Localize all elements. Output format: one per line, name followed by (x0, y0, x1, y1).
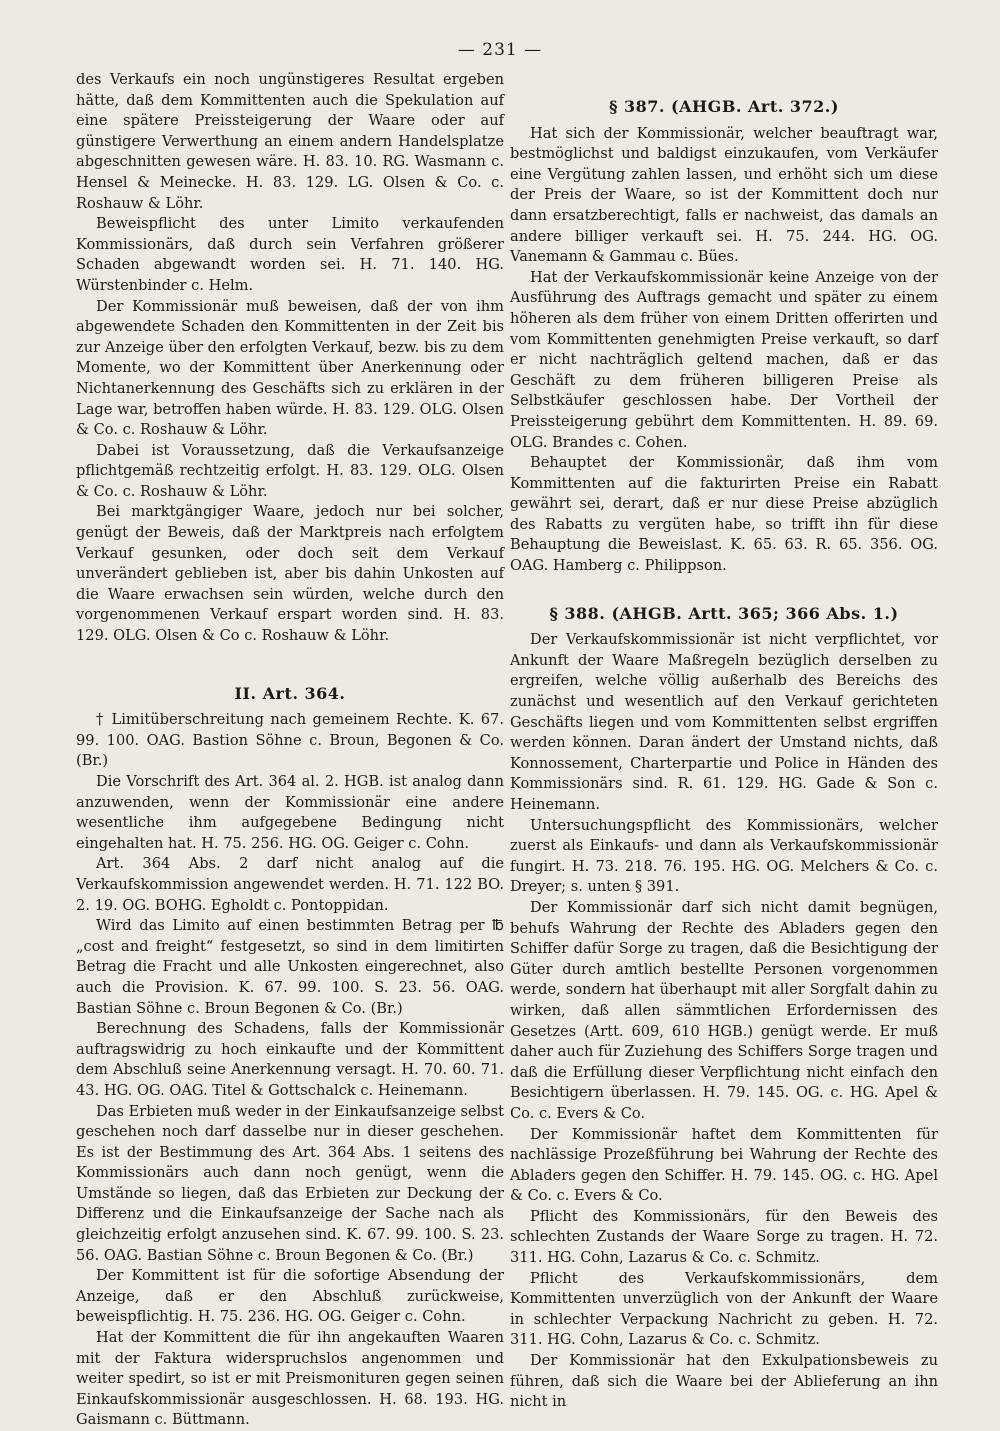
paragraph: Der Kommissionär hat den Exkulpationsbeweis zu führen, daß sich die Waare bei der Ablieferung an ihn nicht in (510, 1352, 938, 1411)
paragraph: Beweispflicht des unter Limito verkaufenden Kommissionärs, daß durch sein Verfahren größerer Schaden abgewandt worden sei. H. 71. 140. HG. Würstenbinder c. Helm. (76, 215, 504, 294)
section-heading-art-364: II. Art. 364. (234, 683, 346, 703)
paragraph: Wird das Limito auf einen bestimmten Betrag per ℔ „cost and freight“ festgesetzt, so sind in dem limitirten Betrag die Fracht und alle Unkosten eingerechnet, also auch die Provision. K. 67. 99. 100. S. 23. 56. OAG. Bastian Söhne c. Broun Begonen & Co. (Br.) (76, 917, 504, 1017)
section-heading-388: § 388. (AHGB. Artt. 365; 366 Abs. 1.) (549, 603, 899, 623)
paragraph: Pflicht des Verkaufskommissionärs, dem Kommittenten unverzüglich von der Ankunft der Waare in schlechter Verpackung Nachricht zu geben. H. 72. 311. HG. Cohn, Lazarus & Co. c. Schmitz. (510, 1269, 938, 1349)
spacer (76, 647, 504, 675)
paragraph: Berechnung des Schadens, falls der Kommissionär auftragswidrig zu hoch einkaufte und der Kommittent dem Abschluß seine Anerkennung versagt. H. 70. 60. 71. 43. HG. OG. OAG. Titel & Gottschalck c. Heinemann. (76, 1020, 504, 1099)
paragraph: Der Kommittent ist für die sofortige Absendung der Anzeige, daß er den Abschluß zurückweise, beweispflichtig. H. 75. 236. HG. OG. Geiger c. Cohn. (76, 1267, 504, 1326)
paragraph: Behauptet der Kommissionär, daß ihm vom Kommittenten auf die fakturirten Preise ein Rabatt gewährt sei, derart, daß er nur diese Preise abzüglich des Rabatts zu vergüten habe, so trifft ihn für diese Behauptung die Beweislast. K. 65. 63. R. 65. 356. OG. OAG. Hamberg c. Philippson. (510, 454, 938, 575)
paragraph: Art. 364 Abs. 2 darf nicht analog auf die Verkaufskommission angewendet werden. H. 71. 122 BO. 2. 19. OG. BOHG. Egholdt c. Pontoppidan. (76, 855, 504, 914)
paragraph-continuation: des Verkaufs ein noch ungünstigeres Resultat ergeben hätte, daß dem Kommittenten auch die Spekulation auf eine spätere Preissteigerung der Waare oder auf günstigere Verwerthung an einem andern Handelsplatze abgeschnitten gewesen wäre. H. 83. 10. RG. Wasmann c. Hensel & Meinecke. H. 83. 129. LG. Olsen & Co. c. Roshauw & Löhr. (76, 71, 504, 212)
paragraph: Das Erbieten muß weder in der Einkaufsanzeige selbst geschehen noch darf dasselbe nur in dieser geschehen. Es ist der Bestimmung des Art. 364 Abs. 1 seitens des Kommissionärs auch dann noch genügt, wenn die Umstände so liegen, daß das Erbieten zur Deckung der Differenz und die Einkaufsanzeige der Sache nach als gleichzeitig erfolgt anzusehen sind. K. 67. 99. 100. S. 23. 56. OAG. Bastian Söhne c. Broun Begonen & Co. (Br.) (76, 1102, 504, 1264)
paragraph: Hat sich der Kommissionär, welcher beauftragt war, bestmöglichst und baldigst einzukaufen, vom Verkäufer eine Vergütung zahlen lassen, und erhöht sich um diese der Preis der Waare, so ist der Kommittent doch nur dann ersatzberechtigt, falls er nachweist, das damals an andere billiger verkauft sei. H. 75. 244. HG. OG. Vanemann & Gammau c. Bües. (510, 124, 938, 266)
paragraph: Dabei ist Voraussetzung, daß die Verkaufsanzeige pflichtgemäß rechtzeitig erfolgt. H. 83. 129. OLG. Olsen & Co. c. Roshauw & Löhr. (76, 441, 504, 500)
paragraph: Die Vorschrift des Art. 364 al. 2. HGB. ist analog dann anzuwenden, wenn der Kommissionär eine andere wesentliche ihm aufgegebene Bedingung nicht eingehalten hat. H. 75. 256. HG. OG. Geiger c. Cohn. (76, 773, 504, 852)
paragraph: Hat der Kommittent die für ihn angekauften Waaren mit der Faktura widerspruchslos angenommen und weiter spedirt, so ist er mit Preismonituren gegen seinen Einkaufskommissionär ausgeschlossen. H. 68. 193. HG. Gaismann c. Büttmann. (76, 1329, 504, 1429)
section-heading-387: § 387. (AHGB. Art. 372.) (609, 97, 839, 116)
left-column (76, 70, 504, 1431)
page-number: — 231 — (457, 40, 543, 60)
spacer (510, 577, 938, 595)
paragraph: † Limitüberschreitung nach gemeinem Rechte. K. 67. 99. 100. OAG. Bastion Söhne c. Broun, Begonen & Co. (Br.) (76, 711, 504, 770)
paragraph: Pflicht des Kommissionärs, für den Beweis des schlechten Zustands der Waare Sorge zu tragen. H. 72. 311. HG. Cohn, Lazarus & Co. c. Schmitz. (510, 1207, 938, 1267)
paragraph: Hat der Verkaufskommissionär keine Anzeige von der Ausführung des Auftrags gemacht und später zu einem höheren als dem früher von einem Dritten offerirten und vom Kommittenten genehmigten Preise verkauft, so darf er nicht nachträglich geltend machen, daß er das Geschäft zu dem früheren billigeren Preise als Selbstkäufer geschlossen habe. Der Vortheil der Preissteigerung gebührt dem Kommittenten. H. 89. 69. OLG. Brandes c. Cohen. (510, 268, 938, 451)
right-column (510, 88, 938, 1413)
paragraph: Der Kommissionär darf sich nicht damit begnügen, behufs Wahrung der Rechte des Abladers gegen den Schiffer dafür Sorge zu tragen, daß die Besichtigung der Güter durch amtlich bestellte Personen vorgenommen werde, sondern hat überhaupt mit aller Sorgfalt dahin zu wirken, daß allen sämmtlichen Erfordernissen des Gesetzes (Artt. 609, 610 HGB.) genügt werde. Er muß daher auch für Zuziehung des Schiffers Sorge tragen und daß die Erfüllung dieser Verpflichtung nicht einfach den Besichtigern überlassen. H. 79. 145. OG. c. HG. Apel & Co. c. Evers & Co. (510, 898, 938, 1122)
paragraph: Der Verkaufskommissionär ist nicht verpflichtet, vor Ankunft der Waare Maßregeln bezüglich derselben zu ergreifen, welche völlig außerhalb des Bereichs des zunächst und wesentlich auf den Verkauf gerichteten Geschäfts liegen und vom Kommittenten selbst ergriffen werden können. Daran ändert der Umstand nichts, daß Konnossement, Charterpartie und Police in Händen des Kommissionärs sind. R. 61. 129. HG. Gade & Son c. Heinemann. (510, 631, 938, 813)
paragraph: Der Kommissionär haftet dem Kommittenten für nachlässige Prozeßführung bei Wahrung der Rechte des Abladers gegen den Schiffer. H. 79. 145. OG. c. HG. Apel & Co. c. Evers & Co. (510, 1125, 938, 1205)
paragraph: Der Kommissionär muß beweisen, daß der von ihm abgewendete Schaden den Kommittenten in der Zeit bis zur Anzeige über den erfolgten Verkauf, bezw. bis zu dem Momente, wo der Kommittent über Anerkennung oder Nichtanerkennung des Geschäfts sich zu erklären in der Lage war, betroffen haben würde. H. 83. 129. OLG. Olsen & Co. c. Roshauw & Löhr. (76, 297, 504, 439)
paragraph: Untersuchungspflicht des Kommissionärs, welcher zuerst als Einkaufs- und dann als Verkaufskommissionär fungirt. H. 73. 218. 76. 195. HG. OG. Melchers & Co. c. Dreyer; s. unten § 391. (510, 816, 938, 896)
paragraph: Bei marktgängiger Waare, jedoch nur bei solcher, genügt der Beweis, daß der Marktpreis nach erfolgtem Verkauf gesunken, oder doch seit dem Verkauf unverändert geblieben ist, aber bis dahin Unkosten auf die Waare erwachsen sein würden, welche durch den vorgenommenen Verkauf erspart worden sind. H. 83. 129. OLG. Olsen & Co c. Roshauw & Löhr. (76, 503, 504, 645)
